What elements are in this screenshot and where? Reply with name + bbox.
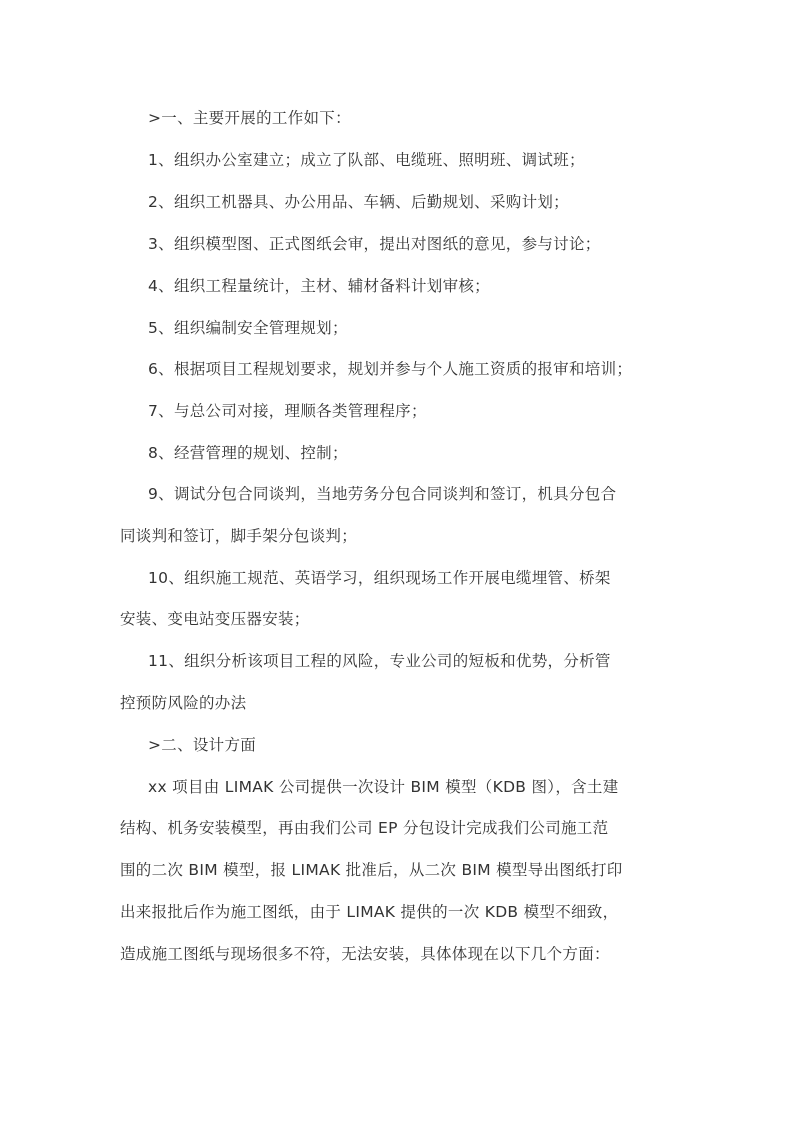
- list-item: 3、组织模型图、正式图纸会审，提出对图纸的意见，参与讨论；: [148, 235, 601, 253]
- list-item-11-line1: 11、组织分析该项目工程的风险，专业公司的短板和优势，分析管: [148, 652, 611, 670]
- section-heading-work: >一、主要开展的工作如下：: [148, 109, 351, 127]
- list-item: 5、组织编制安全管理规划；: [148, 319, 348, 337]
- list-item-9-line1: 9、调试分包合同谈判，当地劳务分包合同谈判和签订，机具分包合: [148, 485, 617, 503]
- list-item: 7、与总公司对接，理顺各类管理程序；: [148, 402, 427, 420]
- list-item: 6、根据项目工程规划要求，规划并参与个人施工资质的报审和培训；: [148, 360, 633, 378]
- list-item-10-line2: 安装、变电站变压器安装；: [120, 610, 310, 628]
- paragraph-line: xx 项目由 LIMAK 公司提供一次设计 BIM 模型（KDB 图），含土建: [148, 778, 619, 796]
- list-item: 4、组织工程量统计，主材、辅材备料计划审核；: [148, 277, 490, 295]
- paragraph-line: 造成施工图纸与现场很多不符，无法安装，具体体现在以下几个方面：: [120, 945, 610, 963]
- list-item: 8、经营管理的规划、控制；: [148, 444, 348, 462]
- paragraph-line: 结构、机务安装模型，再由我们公司 EP 分包设计完成我们公司施工范: [120, 819, 609, 837]
- list-item: 1、组织办公室建立；成立了队部、电缆班、照明班、调试班；: [148, 151, 585, 169]
- section-heading-design: >二、设计方面: [148, 736, 257, 754]
- list-item: 2、组织工机器具、办公用品、车辆、后勤规划、采购计划；: [148, 193, 569, 211]
- list-item-10-line1: 10、组织施工规范、英语学习，组织现场工作开展电缆埋管、桥架: [148, 569, 611, 587]
- paragraph-line: 出来报批后作为施工图纸，由于 LIMAK 提供的一次 KDB 模型不细致，: [120, 903, 619, 921]
- list-item-9-line2: 同谈判和签订，脚手架分包谈判；: [120, 527, 358, 545]
- list-item-11-line2: 控预防风险的办法: [120, 694, 247, 712]
- paragraph-line: 围的二次 BIM 模型，报 LIMAK 批准后，从二次 BIM 模型导出图纸打印: [120, 861, 623, 879]
